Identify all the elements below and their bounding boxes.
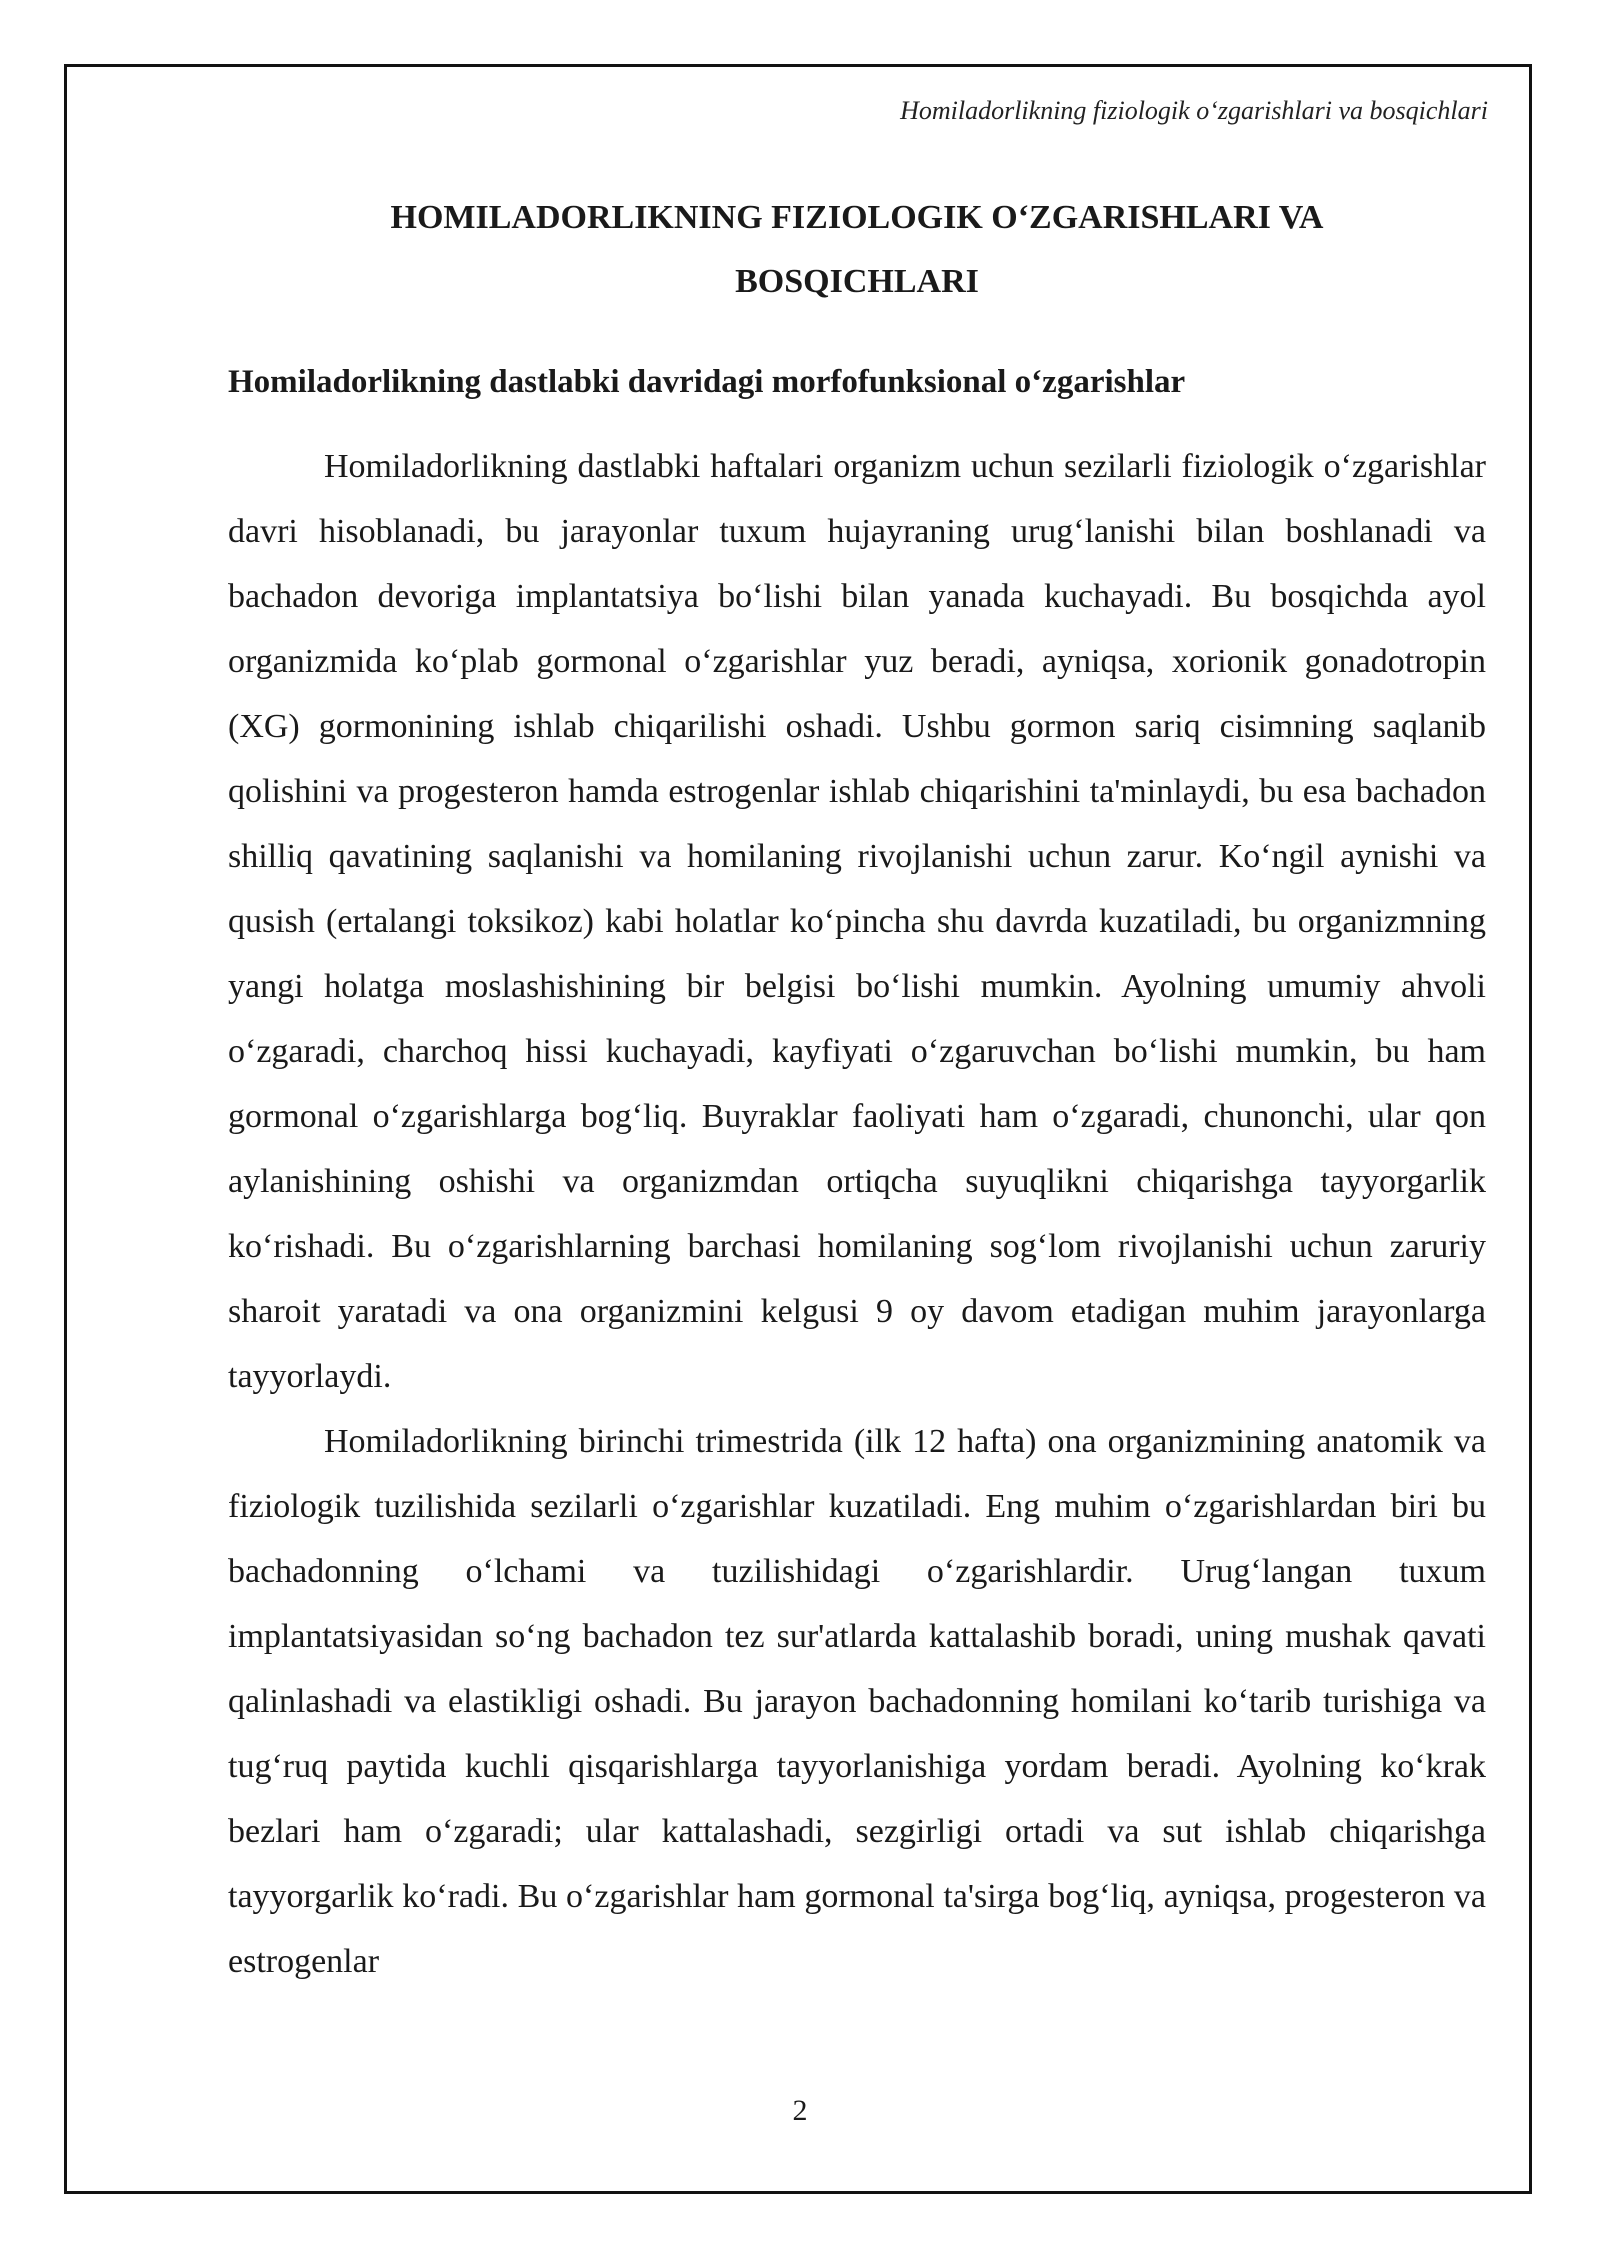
title-line-2: BOSQICHLARI [735,263,979,300]
section-heading: Homiladorlikning dastlabki davridagi morfofunksional o‘zgarishlar [228,364,1186,400]
page-number: 2 [792,2094,808,2127]
paragraph-2: Homiladorlikning birinchi trimestrida (ilk 12 hafta) ona organizmining anatomik va fiziologik tuzilishida sezilarli o‘zgarishlar kuzatiladi. Eng muhim o‘zgarishlardan biri bu bachadonning o‘lchami va tuzilishidagi o‘zgarishlardir. Urug‘langan tuxum implantatsiyasidan so‘ng bachadon tez sur'atlarda kattalashib boradi, uning mushak qavati qalinlashadi va elastikligi oshadi. Bu jarayon bachadonning homilani ko‘tarib turishiga va tug‘ruq paytida kuchli qisqarishlarga tayyorlanishiga yordam beradi. Ayolning ko‘krak bezlari ham o‘zgaradi; ular kattalashadi, sezgirligi ortadi va sut ishlab chiqarishga tayyorgarlik ko‘radi. Bu o‘zgarishlar ham gormonal ta'sirga bog‘liq, ayniqsa, progesteron va estrogenlar [228,1423,1486,1980]
running-header: Homiladorlikning fiziologik o‘zgarishlari va bosqichlari [900,96,1488,125]
body-text [228,434,1486,1994]
document-title [228,186,1486,314]
title-line-1: HOMILADORLIKNING FIZIOLOGIK O‘ZGARISHLARI VA [390,199,1324,236]
paragraph-1: Homiladorlikning dastlabki haftalari organizm uchun sezilarli fiziologik o‘zgarishlar davri hisoblanadi, bu jarayonlar tuxum hujayraning urug‘lanishi bilan boshlanadi va bachadon devoriga implantatsiya bo‘lishi bilan yanada kuchayadi. Bu bosqichda ayol organizmida ko‘plab gormonal o‘zgarishlar yuz beradi, ayniqsa, xorionik gonadotropin (XG) gormonining ishlab chiqarilishi oshadi. Ushbu gormon sariq cisimning saqlanib qolishini va progesteron hamda estrogenlar ishlab chiqarishini ta'minlaydi, bu esa bachadon shilliq qavatining saqlanishi va homilaning rivojlanishi uchun zarur. Ko‘ngil aynishi va qusish (ertalangi toksikoz) kabi holatlar ko‘pincha shu davrda kuzatiladi, bu organizmning yangi holatga moslashishining bir belgisi bo‘lishi mumkin. Ayolning umumiy ahvoli o‘zgaradi, charchoq hissi kuchayadi, kayfiyati o‘zgaruvchan bo‘lishi mumkin, bu ham gormonal o‘zgarishlarga bog‘liq. Buyraklar faoliyati ham o‘zgaradi, chunonchi, ular qon aylanishining oshishi va organizmdan ortiqcha suyuqlikni chiqarishga tayyorgarlik ko‘rishadi. Bu o‘zgarishlarning barchasi homilaning sog‘lom rivojlanishi uchun zaruriy sharoit yaratadi va ona organizmini kelgusi 9 oy davom etadigan muhim jarayonlarga tayyorlaydi. [228,448,1486,1395]
